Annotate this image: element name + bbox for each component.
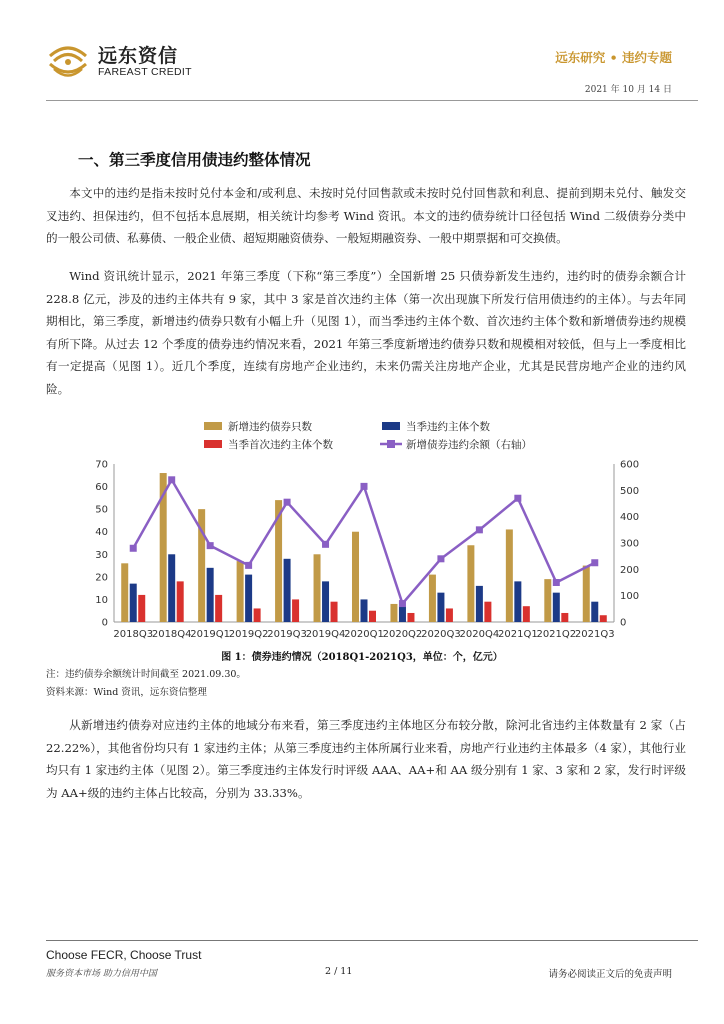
disclaimer-link: 请务必阅读正文后的免责声明	[548, 969, 672, 980]
legend-swatch	[387, 440, 395, 448]
legend-label: 新增违约债券只数	[228, 421, 312, 433]
line-point	[207, 542, 214, 549]
bar	[437, 593, 444, 622]
bar	[506, 529, 513, 622]
y-tick-label-right: 600	[620, 459, 640, 471]
bar	[369, 611, 376, 622]
y-tick-label-right: 400	[620, 512, 640, 524]
y-tick-label-left: 50	[95, 504, 108, 516]
y-tick-label-left: 10	[95, 594, 108, 606]
y-tick-label-right: 300	[620, 538, 640, 550]
y-tick-label-right: 0	[620, 617, 627, 629]
bar	[314, 554, 321, 622]
bar	[514, 581, 521, 622]
x-tick-label: 2020Q4	[459, 629, 500, 640]
line-point	[245, 562, 252, 569]
bar	[215, 595, 222, 622]
y-tick-label-left: 20	[95, 572, 108, 584]
x-tick-label: 2020Q1	[344, 629, 384, 640]
line-point	[322, 541, 329, 548]
bar	[583, 566, 590, 622]
figure-source: 资料来源：Wind 资讯，远东资信整理	[46, 687, 207, 698]
bar	[237, 561, 244, 622]
bar	[484, 602, 491, 622]
line-point	[591, 559, 598, 566]
bar	[390, 604, 397, 622]
x-tick-label: 2019Q2	[228, 629, 269, 640]
bar	[292, 599, 299, 622]
footer-slogan-en: Choose FECR, Choose Trust	[46, 948, 202, 962]
bar	[523, 606, 530, 622]
section-title: 一、第三季度信用债违约整体情况	[78, 150, 311, 169]
bar	[561, 613, 568, 622]
x-tick-label: 2021Q1	[498, 629, 538, 640]
bar	[476, 586, 483, 622]
line-point	[399, 600, 406, 607]
figure-caption: 图 1：债券违约情况（2018Q1-2021Q3，单位：个，亿元）	[221, 652, 503, 663]
x-tick-label: 2021Q2	[536, 629, 577, 640]
x-tick-label: 2019Q3	[267, 629, 307, 640]
y-tick-label-left: 30	[95, 549, 108, 561]
y-tick-label-right: 500	[620, 485, 640, 497]
bar	[130, 584, 137, 622]
fareast-logo-icon	[46, 42, 90, 78]
bar	[331, 602, 338, 622]
bar	[207, 568, 214, 622]
y-tick-label-left: 60	[95, 482, 108, 494]
legend-label: 新增债券违约余额（右轴）	[406, 439, 532, 451]
paragraph-distribution: 从新增违约债券对应违约主体的地域分布来看，第三季度违约主体地区分布较分散，除河北省违约主体数量有 2 家（占 22.22%），其他省份均只有 1 家违约主体；从第三季度违约主体所属行业来看，房地产行业违约主体最多（4 家），其他行业均只有 1 家违约主体（见图 2）。第三季度违约主体发行时评级 AAA、AA+和 AA 级分别有 1 家、3 家和 2 家，发行时评级为 AA+级的违约主体占比较高，分别为 33.33%。	[46, 718, 686, 800]
y-tick-label-right: 200	[620, 564, 640, 576]
bar	[553, 593, 560, 622]
bar	[168, 554, 175, 622]
report-date: 2021 年 10 月 14 日	[584, 85, 672, 95]
line-point	[553, 579, 560, 586]
bar	[600, 615, 607, 622]
report-series-label: 远东研究 • 违约专题	[555, 50, 672, 65]
footer-slogan-cn: 服务资本市场 助力信用中国	[46, 969, 157, 979]
line-point	[361, 483, 368, 490]
figure-note: 注：违约债券余额统计时间截至 2021.09.30。	[46, 669, 246, 680]
x-tick-label: 2018Q3	[113, 629, 154, 640]
line-point	[437, 555, 444, 562]
paragraph-definition: 本文中的违约是指未按时兑付本金和/或利息、未按时兑付回售款或未按时兑付回售款和利息、提前到期未兑付、触发交叉违约、担保违约，但不包括本息展期，相关统计均参考 Wind 资讯。本文的违约债券统计口径包括 Wind 二级债券分类中的一般公司债、私募债、一般企业债、超短期融资债券、一般短期融资券、一般中期票据和可交换债。	[46, 186, 686, 245]
line-point	[284, 499, 291, 506]
default-chart	[86, 414, 646, 646]
footer-divider	[46, 940, 698, 941]
line-point	[476, 526, 483, 533]
header-divider	[46, 100, 698, 101]
x-tick-label: 2021Q3	[574, 629, 615, 640]
bar	[591, 602, 598, 622]
x-tick-label: 2020Q2	[382, 629, 423, 640]
y-tick-label-right: 100	[620, 591, 640, 603]
y-tick-label-left: 40	[95, 527, 108, 539]
y-tick-label-left: 70	[95, 459, 108, 471]
brand-name-cn: 远东资信	[98, 45, 179, 67]
line-point	[514, 495, 521, 502]
bar	[544, 579, 551, 622]
brand-name-en: FAREAST CREDIT	[98, 66, 192, 78]
legend-swatch	[382, 422, 400, 430]
y-tick-label-left: 0	[101, 617, 108, 629]
paragraph-statistics: Wind 资讯统计显示，2021 年第三季度（下称“第三季度”）全国新增 25 只债券新发生违约，违约时的债券余额合计 228.8 亿元，涉及的违约主体共有 9 家，其中 3 家是首次违约主体（第一次出现旗下所发行信用债违约的主体）。与去年同期相比，第三季度，新增违约债券只数有小幅上升（见图 1），而当季违约主体个数、首次违约主体个数和新增债券违约规模有所下降。从过去 12 个季度的债券违约情况来看，2021 年第三季度新增违约债券只数和规模相对较低，但与上一季度相比有一定提高（见图 1）。近几个季度，连续有房地产企业违约，未来仍需关注房地产企业，尤其是民营房地产企业的违约风险。	[46, 269, 687, 396]
bar	[352, 532, 359, 622]
bar	[177, 581, 184, 622]
bar	[245, 575, 252, 622]
x-tick-label: 2019Q4	[305, 629, 346, 640]
bar	[467, 545, 474, 622]
bar	[429, 575, 436, 622]
x-tick-label: 2020Q3	[421, 629, 461, 640]
line-point	[130, 545, 137, 552]
bar	[121, 563, 128, 622]
page-number: 2 / 11	[325, 966, 353, 977]
legend-label: 当季违约主体个数	[406, 421, 490, 433]
x-tick-label: 2018Q4	[151, 629, 192, 640]
bar	[407, 613, 414, 622]
bar	[399, 606, 406, 622]
bar	[322, 581, 329, 622]
bar	[361, 599, 368, 622]
bar	[446, 608, 453, 622]
legend-label: 当季首次违约主体个数	[228, 439, 333, 451]
legend-swatch	[204, 422, 222, 430]
bar	[284, 559, 291, 622]
x-tick-label: 2019Q1	[190, 629, 230, 640]
bar	[138, 595, 145, 622]
line-point	[168, 476, 175, 483]
legend-swatch	[204, 440, 222, 448]
bar	[254, 608, 261, 622]
